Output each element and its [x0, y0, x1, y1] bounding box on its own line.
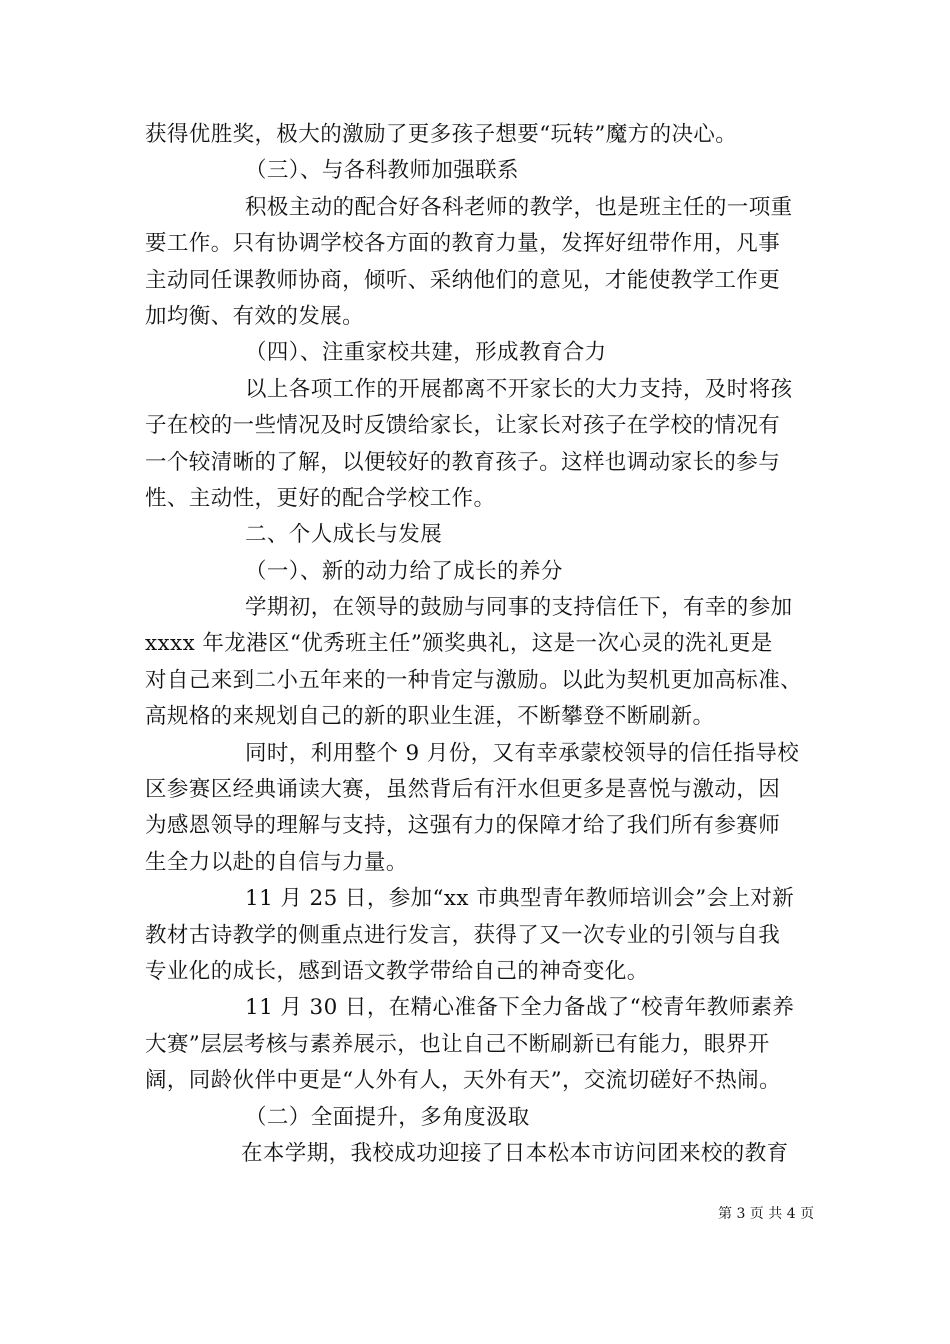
text-line: 11 月 25 日，参加“xx 市典型青年教师培训会”会上对新 — [245, 886, 795, 912]
text-line: 要工作。只有协调学校各方面的教育力量，发挥好纽带作用，凡事 — [145, 231, 781, 257]
text-line: xxxx 年龙港区“优秀班主任”颁奖典礼，这是一次心灵的洗礼更是 — [145, 631, 773, 657]
text-line: 生全力以赴的自信与力量。 — [145, 849, 408, 875]
text-line: （一）、新的动力给了成长的养分 — [245, 558, 563, 584]
text-line: 在本学期，我校成功迎接了日本松本市访问团来校的教育 — [241, 1140, 789, 1166]
text-line: 获得优胜奖，极大的激励了更多孩子想要“玩转”魔方的决心。 — [145, 122, 738, 147]
text-line: 教材古诗教学的侧重点进行发言，获得了又一次专业的引领与自我 — [145, 922, 781, 948]
text-line: 以上各项工作的开展都离不开家长的大力支持，及时将孩 — [245, 376, 793, 402]
text-line: 高规格的来规划自己的新的职业生涯，不断攀登不断刷新。 — [145, 704, 715, 730]
page-number-footer: 第 3 页 共 4 页 — [718, 1206, 815, 1222]
text-line: （三）、与各科教师加强联系 — [245, 158, 519, 184]
text-line: 11 月 30 日，在精心准备下全力备战了“校青年教师素养 — [245, 995, 795, 1021]
document-body — [145, 117, 810, 1172]
text-line: 区参赛区经典诵读大赛，虽然背后有汗水但更多是喜悦与激动，因 — [145, 777, 781, 803]
text-line: 主动同任课教师协商，倾听、采纳他们的意见，才能使教学工作更 — [145, 267, 781, 293]
text-line: 同时，利用整个 9 月份，又有幸承蒙校领导的信任指导校 — [245, 740, 800, 766]
text-line: 大赛”层层考核与素养展示，也让自己不断刷新已有能力，眼界开 — [145, 1031, 770, 1057]
text-line: （二）全面提升，多角度汲取 — [245, 1104, 530, 1130]
text-line: 加均衡、有效的发展。 — [145, 303, 365, 329]
text-line: 阔，同龄伙伴中更是“人外有人，天外有天”，交流切磋好不热闹。 — [145, 1068, 781, 1094]
text-line: 一个较清晰的了解，以便较好的教育孩子。这样也调动家长的参与 — [145, 449, 781, 475]
text-line: 对自己来到二小五年来的一种肯定与激励。以此为契机更加高标准、 — [145, 667, 803, 693]
text-line: （四）、注重家校共建，形成教育合力 — [245, 340, 607, 366]
text-line: 为感恩领导的理解与支持，这强有力的保障才给了我们所有参赛师 — [145, 813, 781, 839]
text-line: 学期初，在领导的鼓励与同事的支持信任下，有幸的参加 — [245, 595, 793, 621]
text-line: 性、主动性，更好的配合学校工作。 — [145, 485, 496, 511]
text-line: 积极主动的配合好各科老师的教学，也是班主任的一项重 — [245, 194, 793, 220]
text-line: 专业化的成长，感到语文教学带给自己的神奇变化。 — [145, 958, 649, 984]
text-line: 二、个人成长与发展 — [245, 522, 443, 548]
text-line: 子在校的一些情况及时反馈给家长，让家长对孩子在学校的情况有 — [145, 413, 781, 439]
